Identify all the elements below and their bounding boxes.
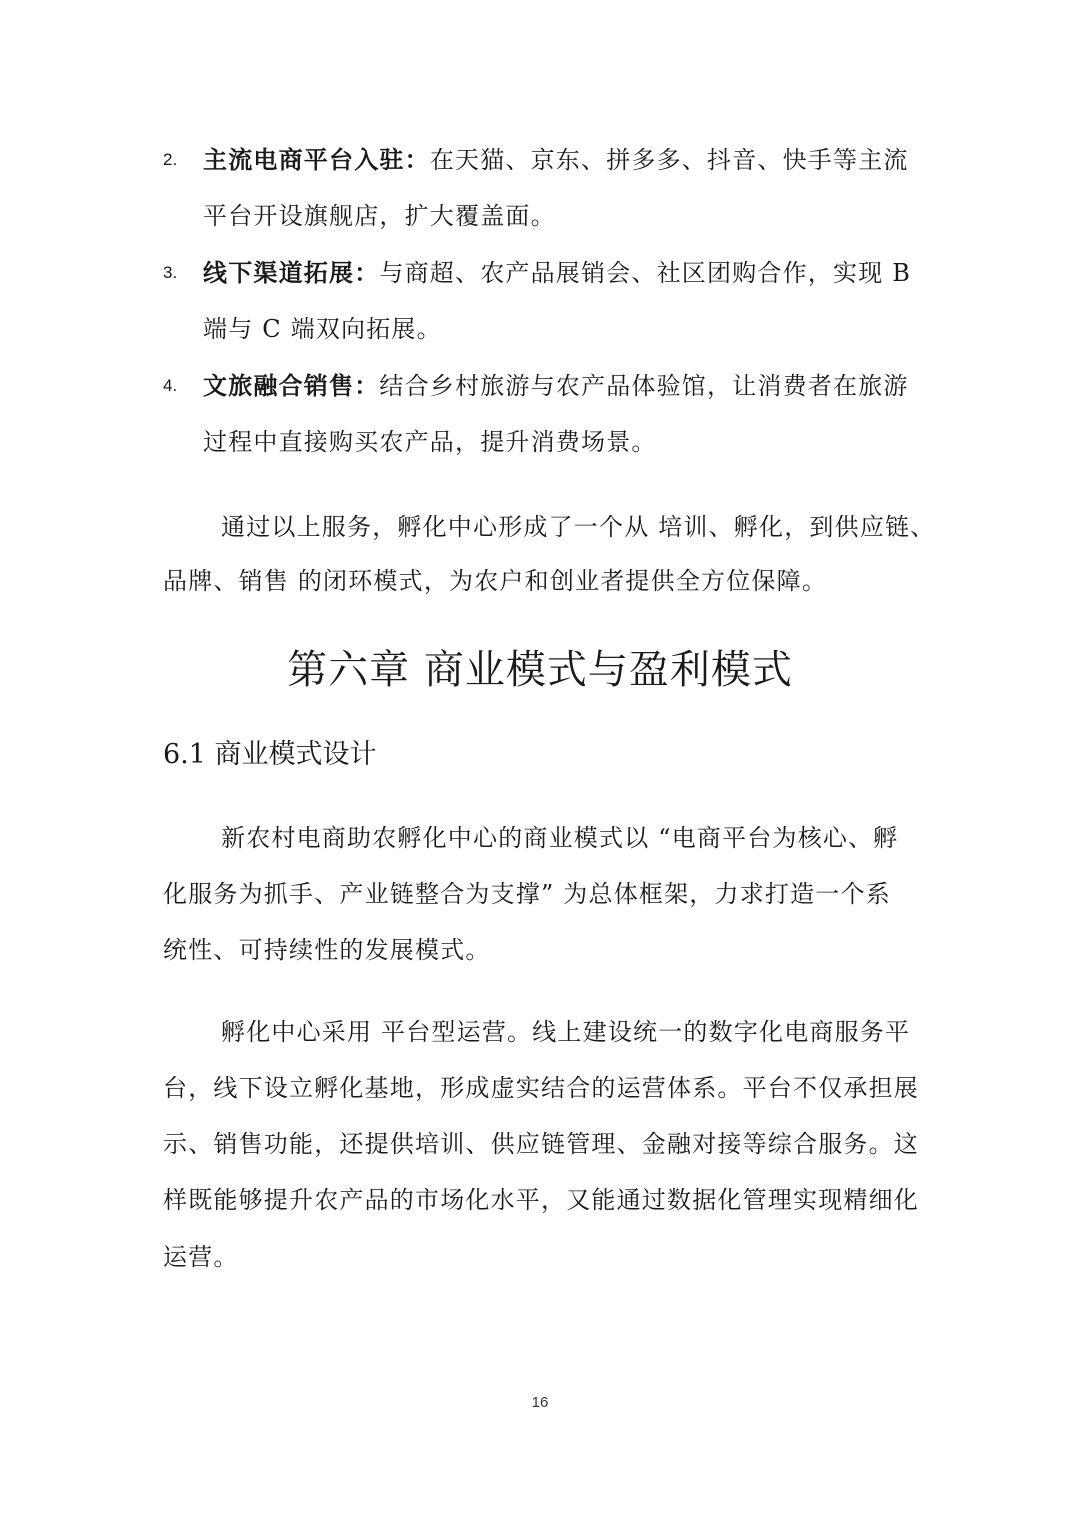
list-item-text: 结合乡村旅游与农产品体验馆，让消费者在旅游 (379, 372, 909, 400)
list-item-title: 线下渠道拓展： (203, 259, 380, 287)
list-item-number: 3. (163, 263, 178, 282)
paragraph-line: 新农村电商助农孵化中心的商业模式以 “电商平台为核心、孵 (221, 824, 899, 852)
list-item-line (203, 144, 923, 176)
paragraph-line: 示、销售功能，还提供培训、供应链管理、金融对接等综合服务。这 (163, 1130, 919, 1158)
paragraph-line: 统性、可持续性的发展模式。 (163, 936, 491, 964)
list-item-text: 在天猫、京东、拼多多、抖音、快手等主流 (429, 146, 909, 174)
list-item-line (203, 370, 923, 402)
list-item-text: 与商超、农产品展销会、社区团购合作，实现 B (379, 259, 912, 287)
section-heading: 6.1 商业模式设计 (163, 739, 377, 770)
paragraph-line: 运营。 (163, 1243, 239, 1271)
list-item-title: 主流电商平台入驻： (203, 146, 430, 174)
list-item-continuation: 端与 C 端双向拓展。 (203, 315, 442, 343)
paragraph-line: 化服务为抓手、产业链整合为支撑” 为总体框架，力求打造一个系 (163, 880, 891, 908)
list-item-continuation: 平台开设旗舰店，扩大覆盖面。 (203, 202, 556, 230)
paragraph-line: 通过以上服务，孵化中心形成了一个从 培训、孵化，到供应链、 (221, 513, 936, 541)
list-item-line (203, 257, 923, 289)
chapter-title: 第六章 商业模式与盈利模式 (287, 647, 793, 693)
list-item-number: 4. (163, 376, 178, 395)
paragraph-line: 孵化中心采用 平台型运营。线上建设统一的数字化电商服务平 (221, 1018, 911, 1046)
list-item-number: 2. (163, 150, 178, 169)
list-item-title: 文旅融合销售： (203, 372, 380, 400)
list-item-continuation: 过程中直接购买农产品，提升消费场景。 (203, 428, 657, 456)
page-number: 16 (531, 1394, 549, 1411)
paragraph-line: 样既能够提升农产品的市场化水平，又能通过数据化管理实现精细化 (163, 1186, 919, 1214)
paragraph-line: 品牌、销售 的闭环模式，为农户和创业者提供全方位保障。 (163, 567, 828, 595)
paragraph-line: 台，线下设立孵化基地，形成虚实结合的运营体系。平台不仅承担展 (163, 1074, 919, 1102)
